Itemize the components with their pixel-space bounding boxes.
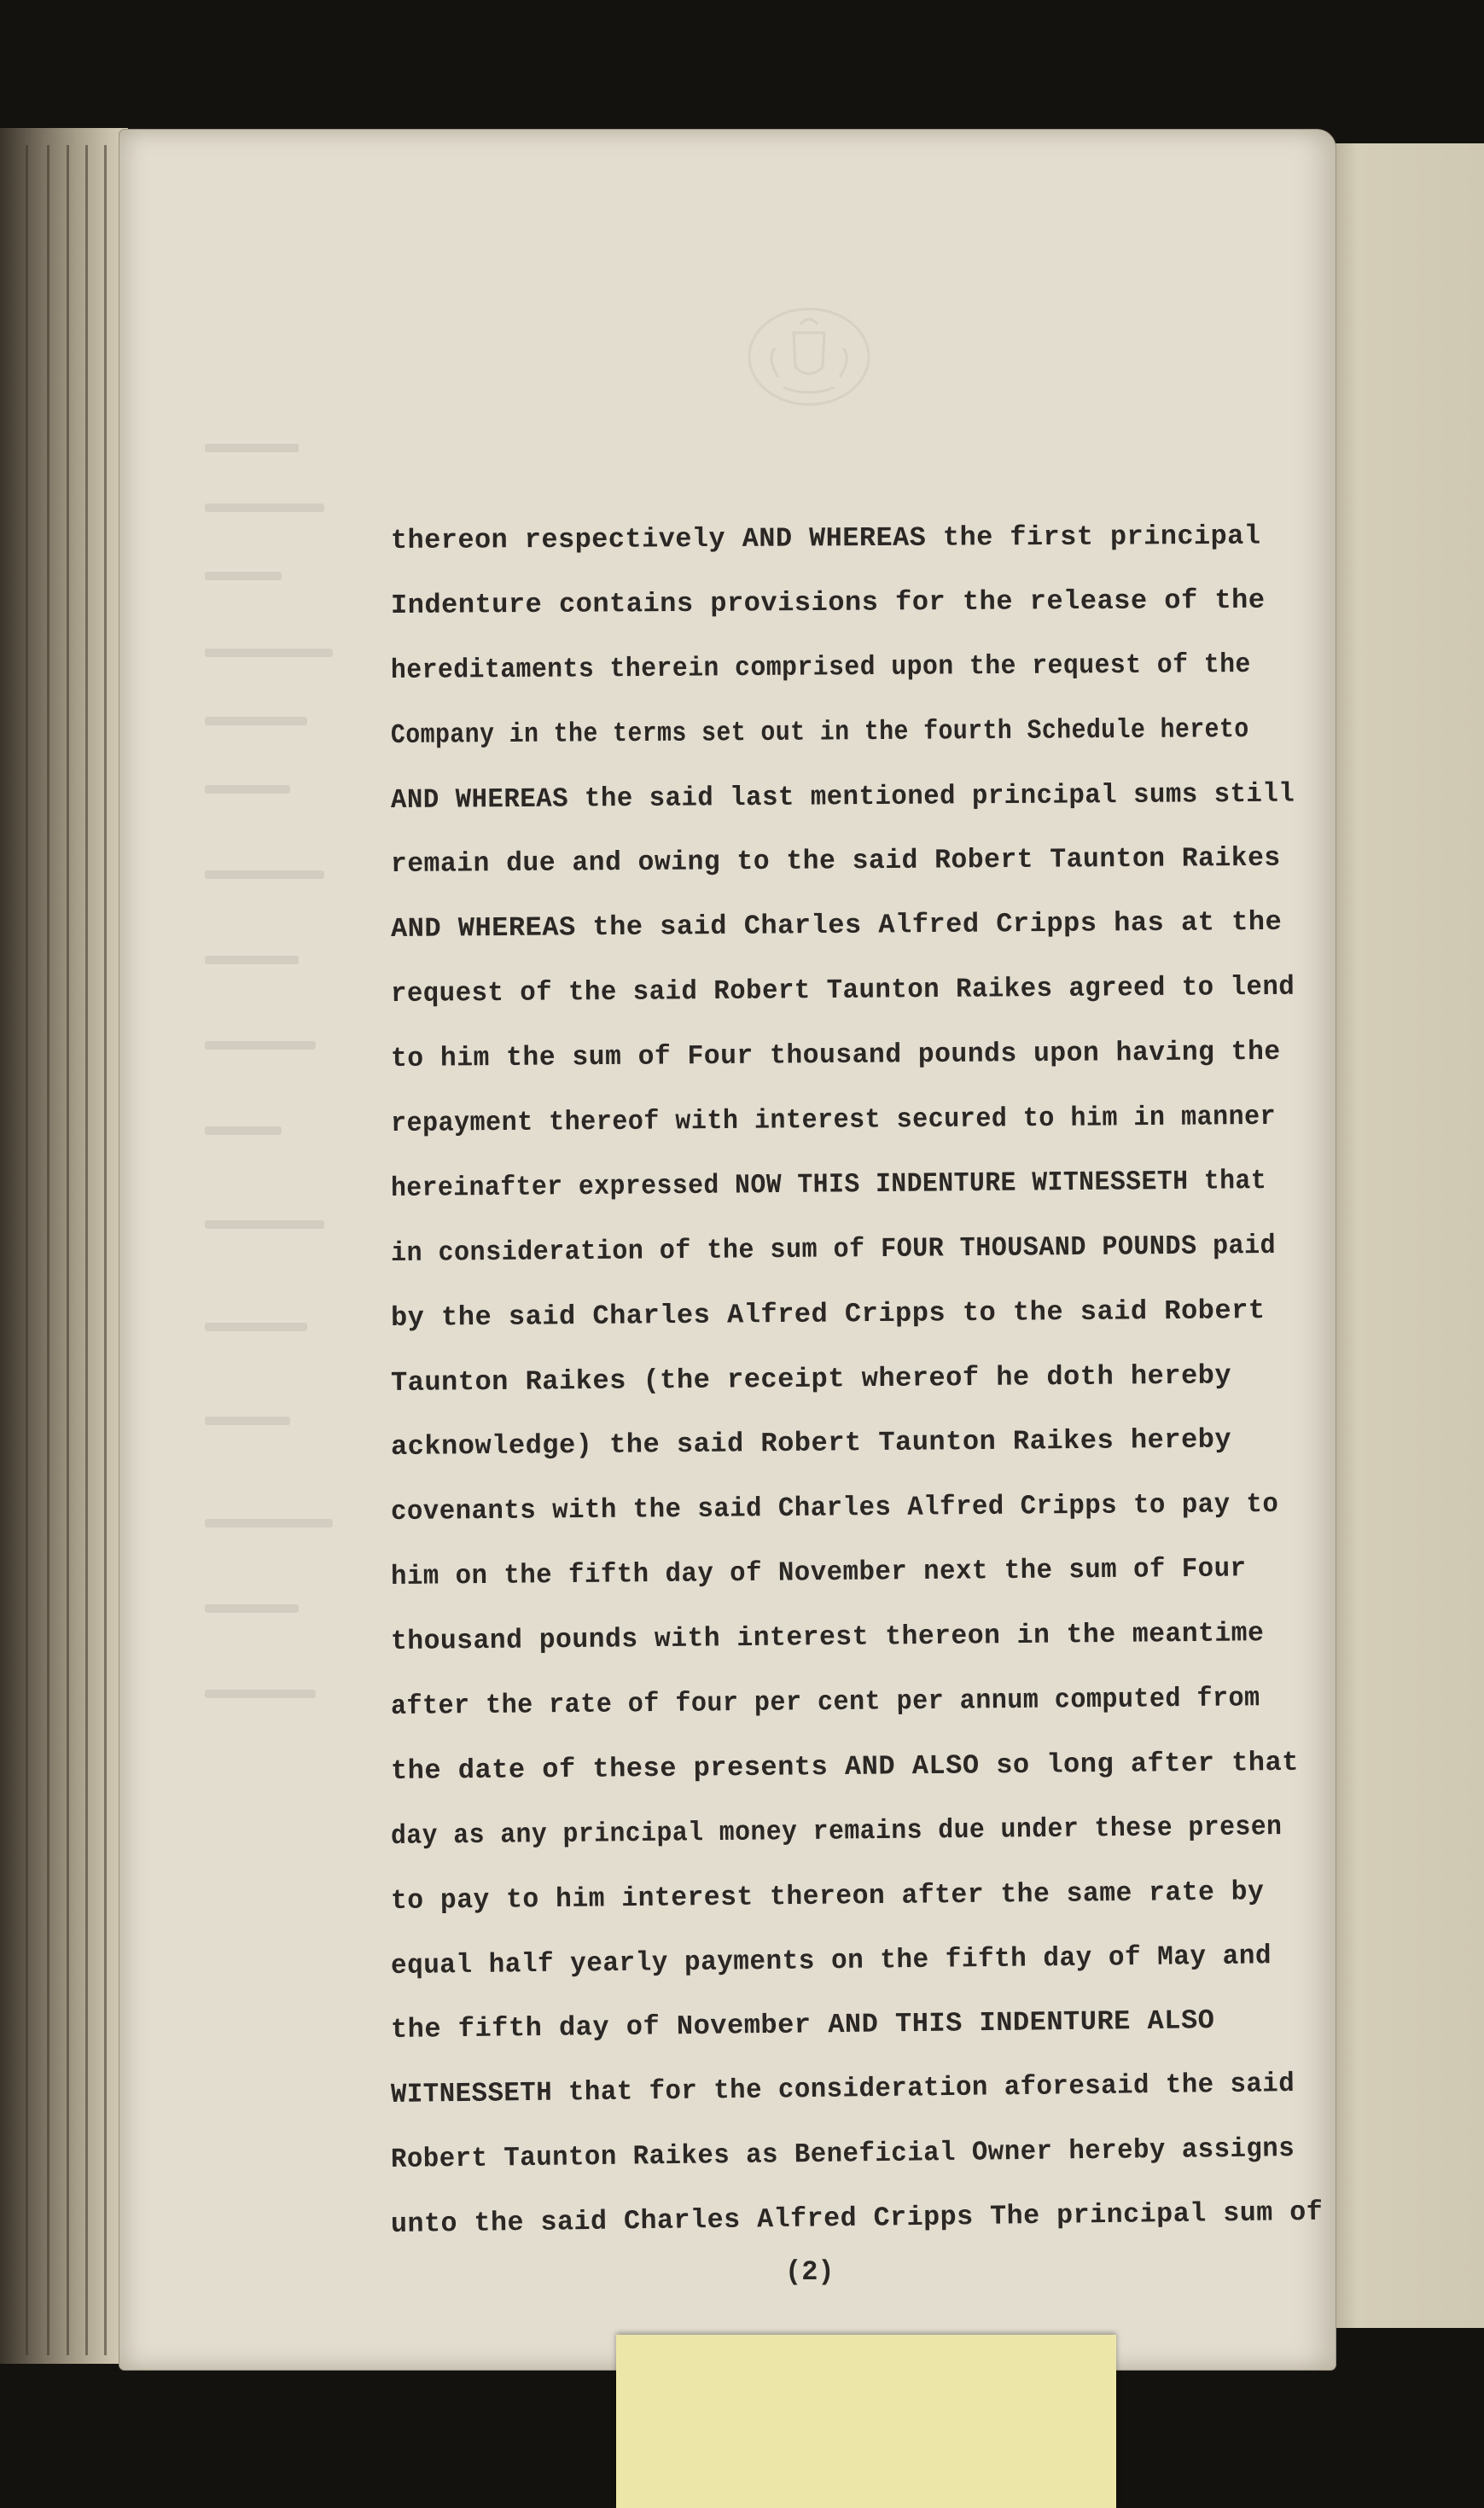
text-line: WITNESSETH that for the consideration aforesaid the said [390, 2068, 1295, 2111]
text-line: thereon respectively AND WHEREAS the first principal [390, 520, 1261, 556]
text-line: by the said Charles Alfred Cripps to the said Robert [390, 1294, 1266, 1334]
text-line: acknowledge) the said Robert Taunton Raikes hereby [390, 1423, 1232, 1463]
text-line: equal half yearly payments on the fifth day of May and [390, 1939, 1272, 1981]
text-line: to him the sum of Four thousand pounds upon having the [390, 1035, 1281, 1075]
text-line: repayment thereof with interest secured to him in manner [390, 1100, 1277, 1140]
text-line: to pay to him interest thereon after the same rate by [390, 1875, 1265, 1917]
text-line: AND WHEREAS the said last mentioned principal sums still [390, 777, 1295, 816]
text-line: the fifth day of November AND THIS INDENTURE ALSO [390, 2005, 1215, 2046]
text-line: hereinafter expressed NOW THIS INDENTURE WITNESSETH that [390, 1164, 1267, 1204]
sticky-note-tab [616, 2335, 1116, 2508]
text-line: Robert Taunton Raikes as Beneficial Owner hereby assigns [390, 2133, 1295, 2176]
text-line: remain due and owing to the said Robert Taunton Raikes [390, 842, 1281, 881]
binder-edge [0, 128, 128, 2364]
text-line: him on the fifth day of November next the sum of Four [390, 1552, 1247, 1593]
text-line: Indenture contains provisions for the release of the [390, 584, 1266, 621]
royal-coat-of-arms-emboss-icon [741, 299, 877, 410]
text-line: after the rate of four per cent per annum computed from [390, 1682, 1260, 1723]
text-line: in consideration of the sum of FOUR THOUSAND POUNDS paid [390, 1229, 1277, 1269]
adjacent-page [1336, 143, 1484, 2328]
text-line: request of the said Robert Taunton Raikes agreed to lend [390, 970, 1295, 1010]
text-line: Company in the terms set out in the fourth Schedule hereto [390, 713, 1249, 751]
text-line: hereditaments therein comprised upon the request of the [390, 648, 1251, 686]
page-number: (2) [785, 2256, 835, 2288]
text-line: AND WHEREAS the said Charles Alfred Cripps has at the [390, 906, 1283, 946]
text-line: covenants with the said Charles Alfred Cripps to pay to [390, 1488, 1279, 1528]
text-line: thousand pounds with interest thereon in the meantime [390, 1617, 1265, 1658]
text-line: Taunton Raikes (the receipt whereof he doth hereby [390, 1359, 1232, 1399]
text-line: unto the said Charles Alfred Cripps The principal sum of [390, 2196, 1324, 2241]
bleed-through-marks [205, 427, 375, 1877]
typed-text-body [391, 509, 1338, 2257]
text-line: the date of these presents AND ALSO so long after that [390, 1746, 1300, 1787]
text-line: day as any principal money remains due under these presen [390, 1810, 1283, 1852]
